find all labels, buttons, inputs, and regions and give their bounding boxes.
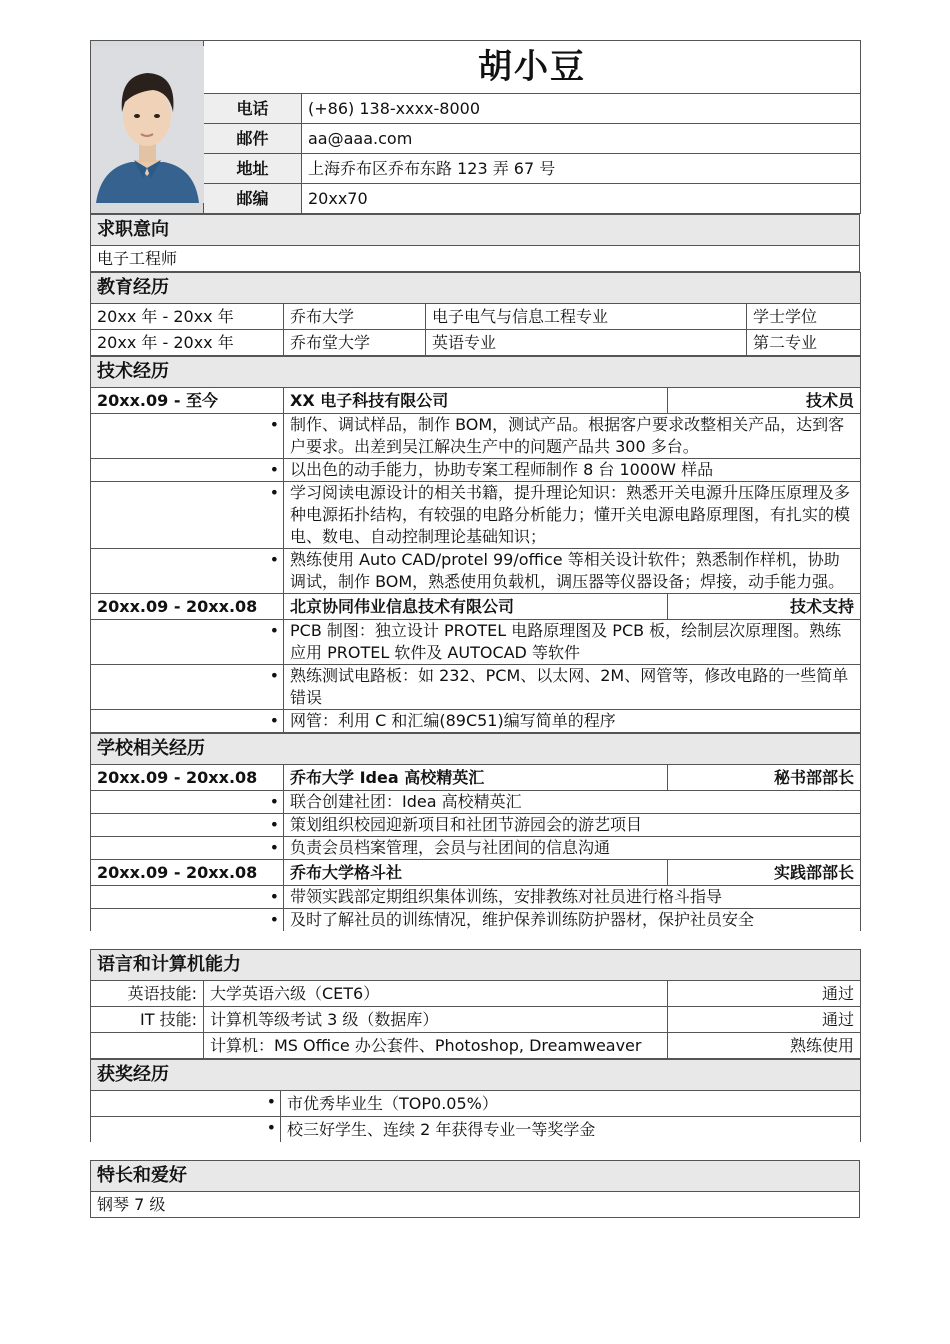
job-role: 技术员 bbox=[668, 388, 861, 414]
skill-desc: 计算机：MS Office 办公套件、Photoshop, Dreamweaver bbox=[204, 1033, 668, 1059]
education-major: 英语专业 bbox=[426, 330, 747, 356]
address-value: 上海乔布区乔布东路 123 弄 67 号 bbox=[302, 154, 861, 184]
bullet-icon: • bbox=[91, 1091, 281, 1117]
address-label: 地址 bbox=[204, 154, 302, 184]
job-header bbox=[91, 388, 861, 414]
zipcode-value: 20xx70 bbox=[302, 184, 861, 214]
education-row bbox=[91, 304, 861, 330]
skills-heading: 语言和计算机能力 bbox=[91, 950, 861, 981]
tech-table bbox=[90, 356, 861, 733]
bullet-icon: • bbox=[91, 414, 284, 459]
header-table bbox=[90, 40, 861, 214]
bullet-text: 网管：利用 C 和汇编(89C51)编写简单的程序 bbox=[284, 710, 861, 733]
school-heading: 学校相关经历 bbox=[91, 734, 861, 765]
education-table bbox=[90, 272, 861, 356]
bullet-icon: • bbox=[91, 837, 284, 860]
job-period: 20xx.09 - 至今 bbox=[91, 388, 284, 414]
job-company: 北京协同伟业信息技术有限公司 bbox=[284, 594, 668, 620]
bullet-text: 以出色的动手能力，协助专案工程师制作 8 台 1000W 样品 bbox=[284, 459, 861, 482]
org-name: 乔布大学 Idea 高校精英汇 bbox=[284, 765, 668, 791]
skill-desc: 计算机等级考试 3 级（数据库） bbox=[204, 1007, 668, 1033]
avatar bbox=[91, 41, 204, 214]
bullet-icon: • bbox=[91, 459, 284, 482]
awards-table bbox=[90, 1059, 861, 1142]
education-school: 乔布大学 bbox=[284, 304, 426, 330]
org-header bbox=[91, 860, 861, 886]
job-bullet bbox=[91, 665, 861, 710]
phone-label: 电话 bbox=[204, 94, 302, 124]
bullet-icon: • bbox=[91, 791, 284, 814]
bullet-icon: • bbox=[91, 909, 284, 932]
hobbies-value: 钢琴 7 级 bbox=[91, 1192, 860, 1218]
education-heading: 教育经历 bbox=[91, 273, 861, 304]
section-gap bbox=[90, 931, 860, 949]
job-bullet bbox=[91, 549, 861, 594]
award-text: 市优秀毕业生（TOP0.05%） bbox=[281, 1091, 861, 1117]
candidate-name: 胡小豆 bbox=[204, 41, 861, 94]
skill-row bbox=[91, 981, 861, 1007]
bullet-text: 及时了解社员的训练情况，维护保养训练防护器材，保护社员安全 bbox=[284, 909, 861, 932]
resume-sheet bbox=[90, 40, 860, 1218]
org-bullet bbox=[91, 814, 861, 837]
hobbies-table bbox=[90, 1160, 860, 1218]
bullet-text: 联合创建社团：Idea 高校精英汇 bbox=[284, 791, 861, 814]
bullet-text: 带领实践部定期组织集体训练，安排教练对社员进行格斗指导 bbox=[284, 886, 861, 909]
skill-level: 熟练使用 bbox=[668, 1033, 861, 1059]
bullet-icon: • bbox=[91, 1117, 281, 1143]
section-gap bbox=[90, 1142, 860, 1160]
skill-row bbox=[91, 1007, 861, 1033]
job-bullet bbox=[91, 710, 861, 733]
awards-heading: 获奖经历 bbox=[91, 1060, 861, 1091]
org-period: 20xx.09 - 20xx.08 bbox=[91, 765, 284, 791]
award-text: 校三好学生、连续 2 年获得专业一等奖学金 bbox=[281, 1117, 861, 1143]
education-major: 电子电气与信息工程专业 bbox=[426, 304, 747, 330]
zipcode-label: 邮编 bbox=[204, 184, 302, 214]
skill-label: IT 技能: bbox=[91, 1007, 204, 1033]
bullet-text: 学习阅读电源设计的相关书籍，提升理论知识：熟悉开关电源升压降压原理及多种电源拓扑结构，有较强的电路分析能力；懂开关电源电路原理图，有扎实的模电、数电、自动控制理论基础知识； bbox=[284, 482, 861, 549]
education-school: 乔布堂大学 bbox=[284, 330, 426, 356]
job-company: XX 电子科技有限公司 bbox=[284, 388, 668, 414]
skill-desc: 大学英语六级（CET6） bbox=[204, 981, 668, 1007]
bullet-text: 熟练测试电路板：如 232、PCM、以太网、2M、网管等，修改电路的一些简单错误 bbox=[284, 665, 861, 710]
bullet-text: 负责会员档案管理，会员与社团间的信息沟通 bbox=[284, 837, 861, 860]
org-bullet bbox=[91, 837, 861, 860]
objective-value: 电子工程师 bbox=[91, 246, 860, 272]
skill-level: 通过 bbox=[668, 981, 861, 1007]
bullet-icon: • bbox=[91, 814, 284, 837]
job-period: 20xx.09 - 20xx.08 bbox=[91, 594, 284, 620]
award-item bbox=[91, 1117, 861, 1143]
objective-table bbox=[90, 214, 860, 272]
org-bullet bbox=[91, 886, 861, 909]
bullet-text: 熟练使用 Auto CAD/protel 99/office 等相关设计软件；熟悉制作样机，协助调试，制作 BOM，熟悉使用负载机，调压器等仪器设备；焊接，动手能力强。 bbox=[284, 549, 861, 594]
skill-row bbox=[91, 1033, 861, 1059]
education-degree: 学士学位 bbox=[747, 304, 861, 330]
bullet-icon: • bbox=[91, 482, 284, 549]
org-name: 乔布大学格斗社 bbox=[284, 860, 668, 886]
portrait-photo bbox=[91, 46, 204, 203]
bullet-text: PCB 制图：独立设计 PROTEL 电路原理图及 PCB 板，绘制层次原理图。熟练应用 PROTEL 软件及 AUTOCAD 等软件 bbox=[284, 620, 861, 665]
bullet-text: 策划组织校园迎新项目和社团节游园会的游艺项目 bbox=[284, 814, 861, 837]
bullet-icon: • bbox=[91, 620, 284, 665]
education-row bbox=[91, 330, 861, 356]
bullet-icon: • bbox=[91, 710, 284, 733]
org-bullet bbox=[91, 909, 861, 932]
org-header bbox=[91, 765, 861, 791]
skill-label bbox=[91, 1033, 204, 1059]
education-period: 20xx 年 - 20xx 年 bbox=[91, 330, 284, 356]
phone-value: (+86) 138-xxxx-8000 bbox=[302, 94, 861, 124]
tech-heading: 技术经历 bbox=[91, 357, 861, 388]
job-role: 技术支持 bbox=[668, 594, 861, 620]
hobbies-heading: 特长和爱好 bbox=[91, 1161, 860, 1192]
bullet-text: 制作、调试样品，制作 BOM，测试产品。根据客户要求改整相关产品，达到客户要求。出差到吴江解决生产中的问题产品共 300 多台。 bbox=[284, 414, 861, 459]
skills-table bbox=[90, 949, 861, 1059]
education-degree: 第二专业 bbox=[747, 330, 861, 356]
bullet-icon: • bbox=[91, 886, 284, 909]
skill-level: 通过 bbox=[668, 1007, 861, 1033]
skill-label: 英语技能: bbox=[91, 981, 204, 1007]
job-header bbox=[91, 594, 861, 620]
org-bullet bbox=[91, 791, 861, 814]
job-bullet bbox=[91, 482, 861, 549]
email-label: 邮件 bbox=[204, 124, 302, 154]
job-bullet bbox=[91, 414, 861, 459]
job-bullet bbox=[91, 620, 861, 665]
bullet-icon: • bbox=[91, 549, 284, 594]
org-role: 实践部部长 bbox=[668, 860, 861, 886]
education-period: 20xx 年 - 20xx 年 bbox=[91, 304, 284, 330]
org-period: 20xx.09 - 20xx.08 bbox=[91, 860, 284, 886]
bullet-icon: • bbox=[91, 665, 284, 710]
org-role: 秘书部部长 bbox=[668, 765, 861, 791]
school-table bbox=[90, 733, 861, 931]
job-bullet bbox=[91, 459, 861, 482]
objective-heading: 求职意向 bbox=[91, 215, 860, 246]
email-value: aa@aaa.com bbox=[302, 124, 861, 154]
award-item bbox=[91, 1091, 861, 1117]
